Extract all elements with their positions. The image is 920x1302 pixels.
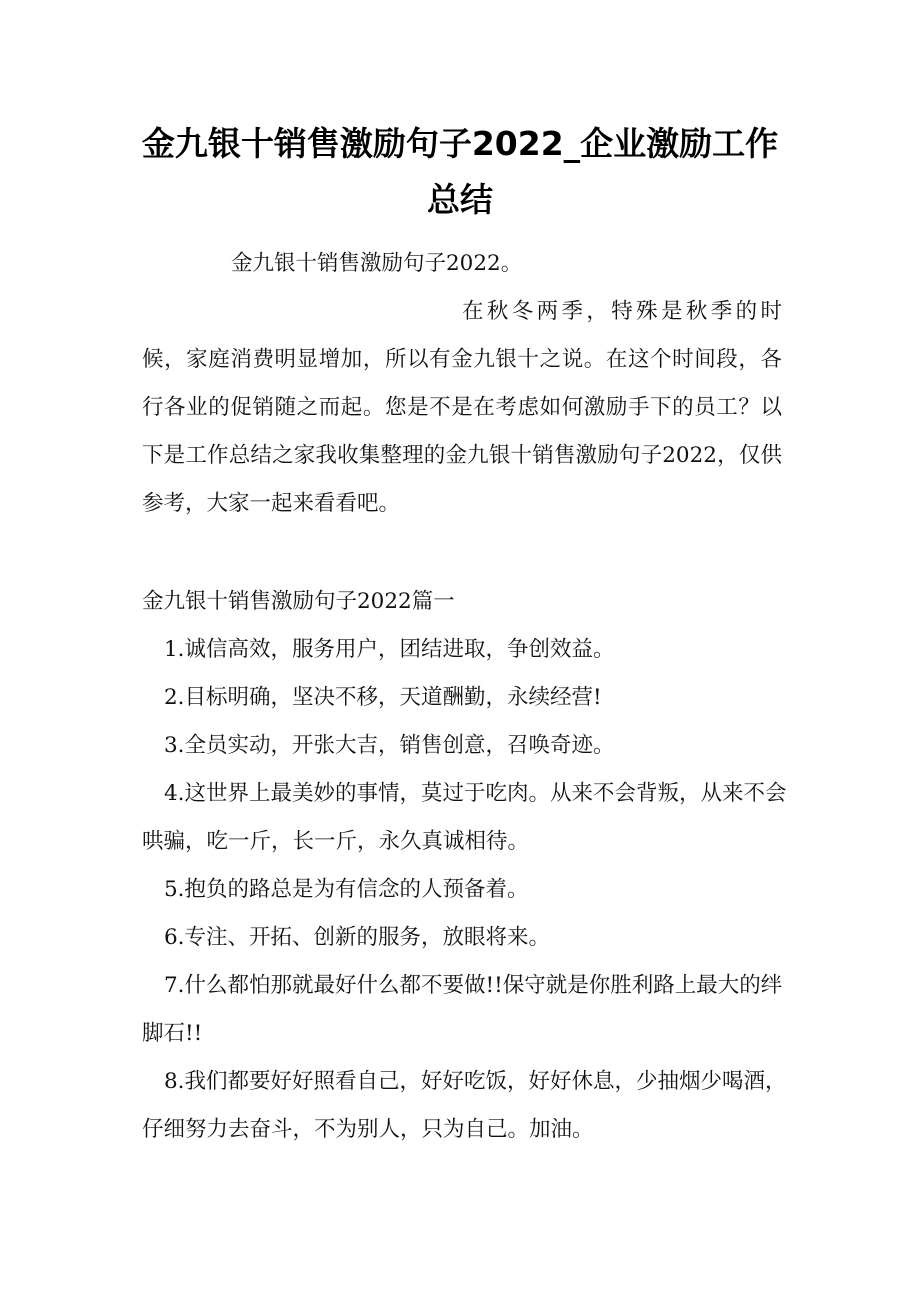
list-item: 5.抱负的路总是为有信念的人预备着。: [164, 877, 529, 902]
section-heading: 金九银十销售激励句子2022篇一: [142, 589, 455, 614]
list-item: 8.我们都要好好照看自己，好好吃饭，好好休息，少抽烟少喝酒，仔细努力去奋斗，不为别人，只为自己。加油。: [142, 1069, 787, 1142]
list-item: 6.专注、开拓、创新的服务，放眼将来。: [164, 925, 551, 950]
list-item: 4.这世界上最美妙的事情，莫过于吃肉。从来不会背叛，从来不会哄骗，吃一斤，长一斤，永久真诚相待。: [142, 781, 787, 854]
list-item: 2.目标明确，坚决不移，天道酬勤，永续经营!: [164, 685, 602, 710]
list-item: 1.诚信高效，服务用户，团结进取，争创效益。: [164, 637, 615, 662]
list-item: 7.什么都怕那就最好什么都不要做!!保守就是你胜利路上最大的绊脚石!!: [142, 973, 783, 1046]
intro-line: 金九银十销售激励句子2022。: [231, 251, 523, 276]
list-item: 3.全员实动，开张大吉，销售创意，召唤奇迹。: [164, 733, 615, 758]
intro-paragraph: 在秋冬两季，特殊是秋季的时候，家庭消费明显增加，所以有金九银十之说。在这个时间段，各行各业的促销随之而起。您是不是在考虑如何激励手下的员工？以下是工作总结之家我收集整理的金九银十销售激励句子2022，仅供参考，大家一起来看看吧。: [142, 299, 782, 516]
document-title: 金九银十销售激励句子2022_企业激励工作总结: [141, 124, 779, 219]
